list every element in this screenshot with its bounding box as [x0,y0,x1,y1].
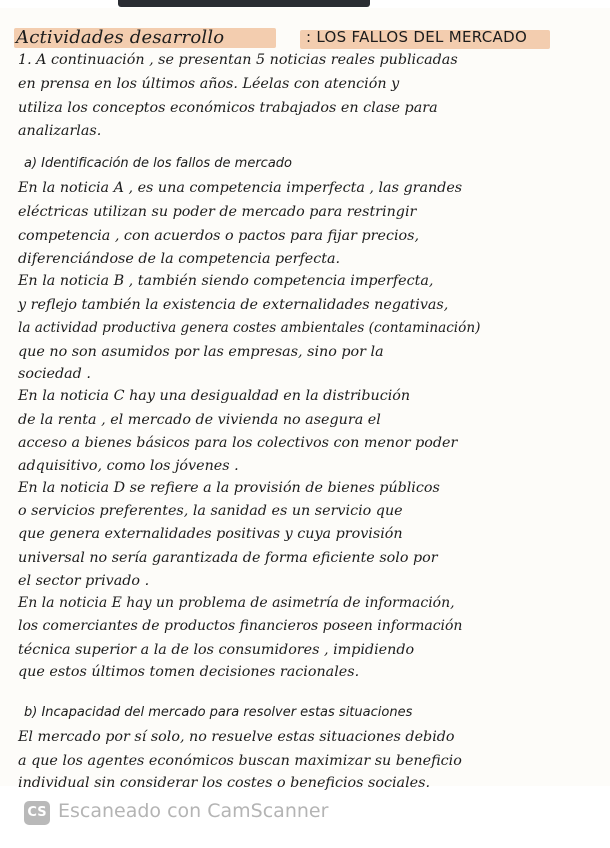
intro-line: 1. A continuación , se presentan 5 noticias reales publicadas [18,52,458,68]
title-right: : LOS FALLOS DEL MERCADO [306,28,528,46]
section-a-line: el sector privado . [18,573,150,589]
section-b-line: individual sin considerar los costes o beneficios sociales. [18,775,430,791]
camscanner-watermark [24,800,384,828]
section-a-line: universal no sería garantizada de forma eficiente solo por [18,550,438,566]
section-a-line: sociedad . [18,366,91,382]
intro-line: utiliza los conceptos económicos trabajados en clase para [18,100,438,116]
section-a-line: competencia , con acuerdos o pactos para fijar precios, [18,228,420,244]
page-title [16,26,546,52]
notebook-page [0,8,610,791]
section-b-heading: b) Incapacidad del mercado para resolver estas situaciones [24,705,413,720]
section-a-line: En la noticia C hay una desigualdad en la distribución [18,388,411,404]
section-a-line: En la noticia D se refiere a la provisión de bienes públicos [18,480,440,496]
section-a-line: o servicios preferentes, la sanidad es un servicio que [18,503,403,519]
section-a-line: los comerciantes de productos financieros poseen información [18,618,463,634]
section-b-line: El mercado por sí solo, no resuelve estas situaciones debido [18,729,455,745]
section-a-line: En la noticia A , es una competencia imperfecta , las grandes [18,180,463,196]
section-a-line: y reflejo también la existencia de externalidades negativas, [18,297,449,313]
section-a-line: que no son asumidos por las empresas, sino por la [18,344,384,360]
section-a-line: acceso a bienes básicos para los colectivos con menor poder [18,435,458,451]
section-a-heading: a) Identificación de los fallos de mercado [24,156,292,171]
section-a-line: que estos últimos tomen decisiones racionales. [18,664,360,680]
section-a-line: En la noticia B , también siendo competencia imperfecta, [18,273,434,289]
section-a-line: diferenciándose de la competencia perfecta. [18,251,341,267]
section-a-line: la actividad productiva genera costes ambientales (contaminación) [18,320,481,336]
section-a-line: técnica superior a la de los consumidores , impidiendo [18,642,415,658]
section-b-line: a que los agentes económicos buscan maximizar su beneficio [18,753,462,769]
section-a-line: que genera externalidades positivas y cuya provisión [18,526,403,542]
intro-line: analizarlas. [18,123,102,139]
title-left: Actividades desarrollo [16,27,225,48]
camscanner-logo-icon: CS [24,801,50,825]
section-a-line: En la noticia E hay un problema de asimetría de información, [18,595,455,611]
section-a-line: adquisitivo, como los jóvenes . [18,458,239,474]
intro-line: en prensa en los últimos años. Léelas con atención y [18,76,400,92]
scan-edge-shadow [118,0,370,7]
section-a-line: de la renta , el mercado de vivienda no asegura el [18,412,381,428]
watermark-text: Escaneado con CamScanner [58,800,329,822]
section-a-line: eléctricas utilizan su poder de mercado para restringir [18,204,417,220]
